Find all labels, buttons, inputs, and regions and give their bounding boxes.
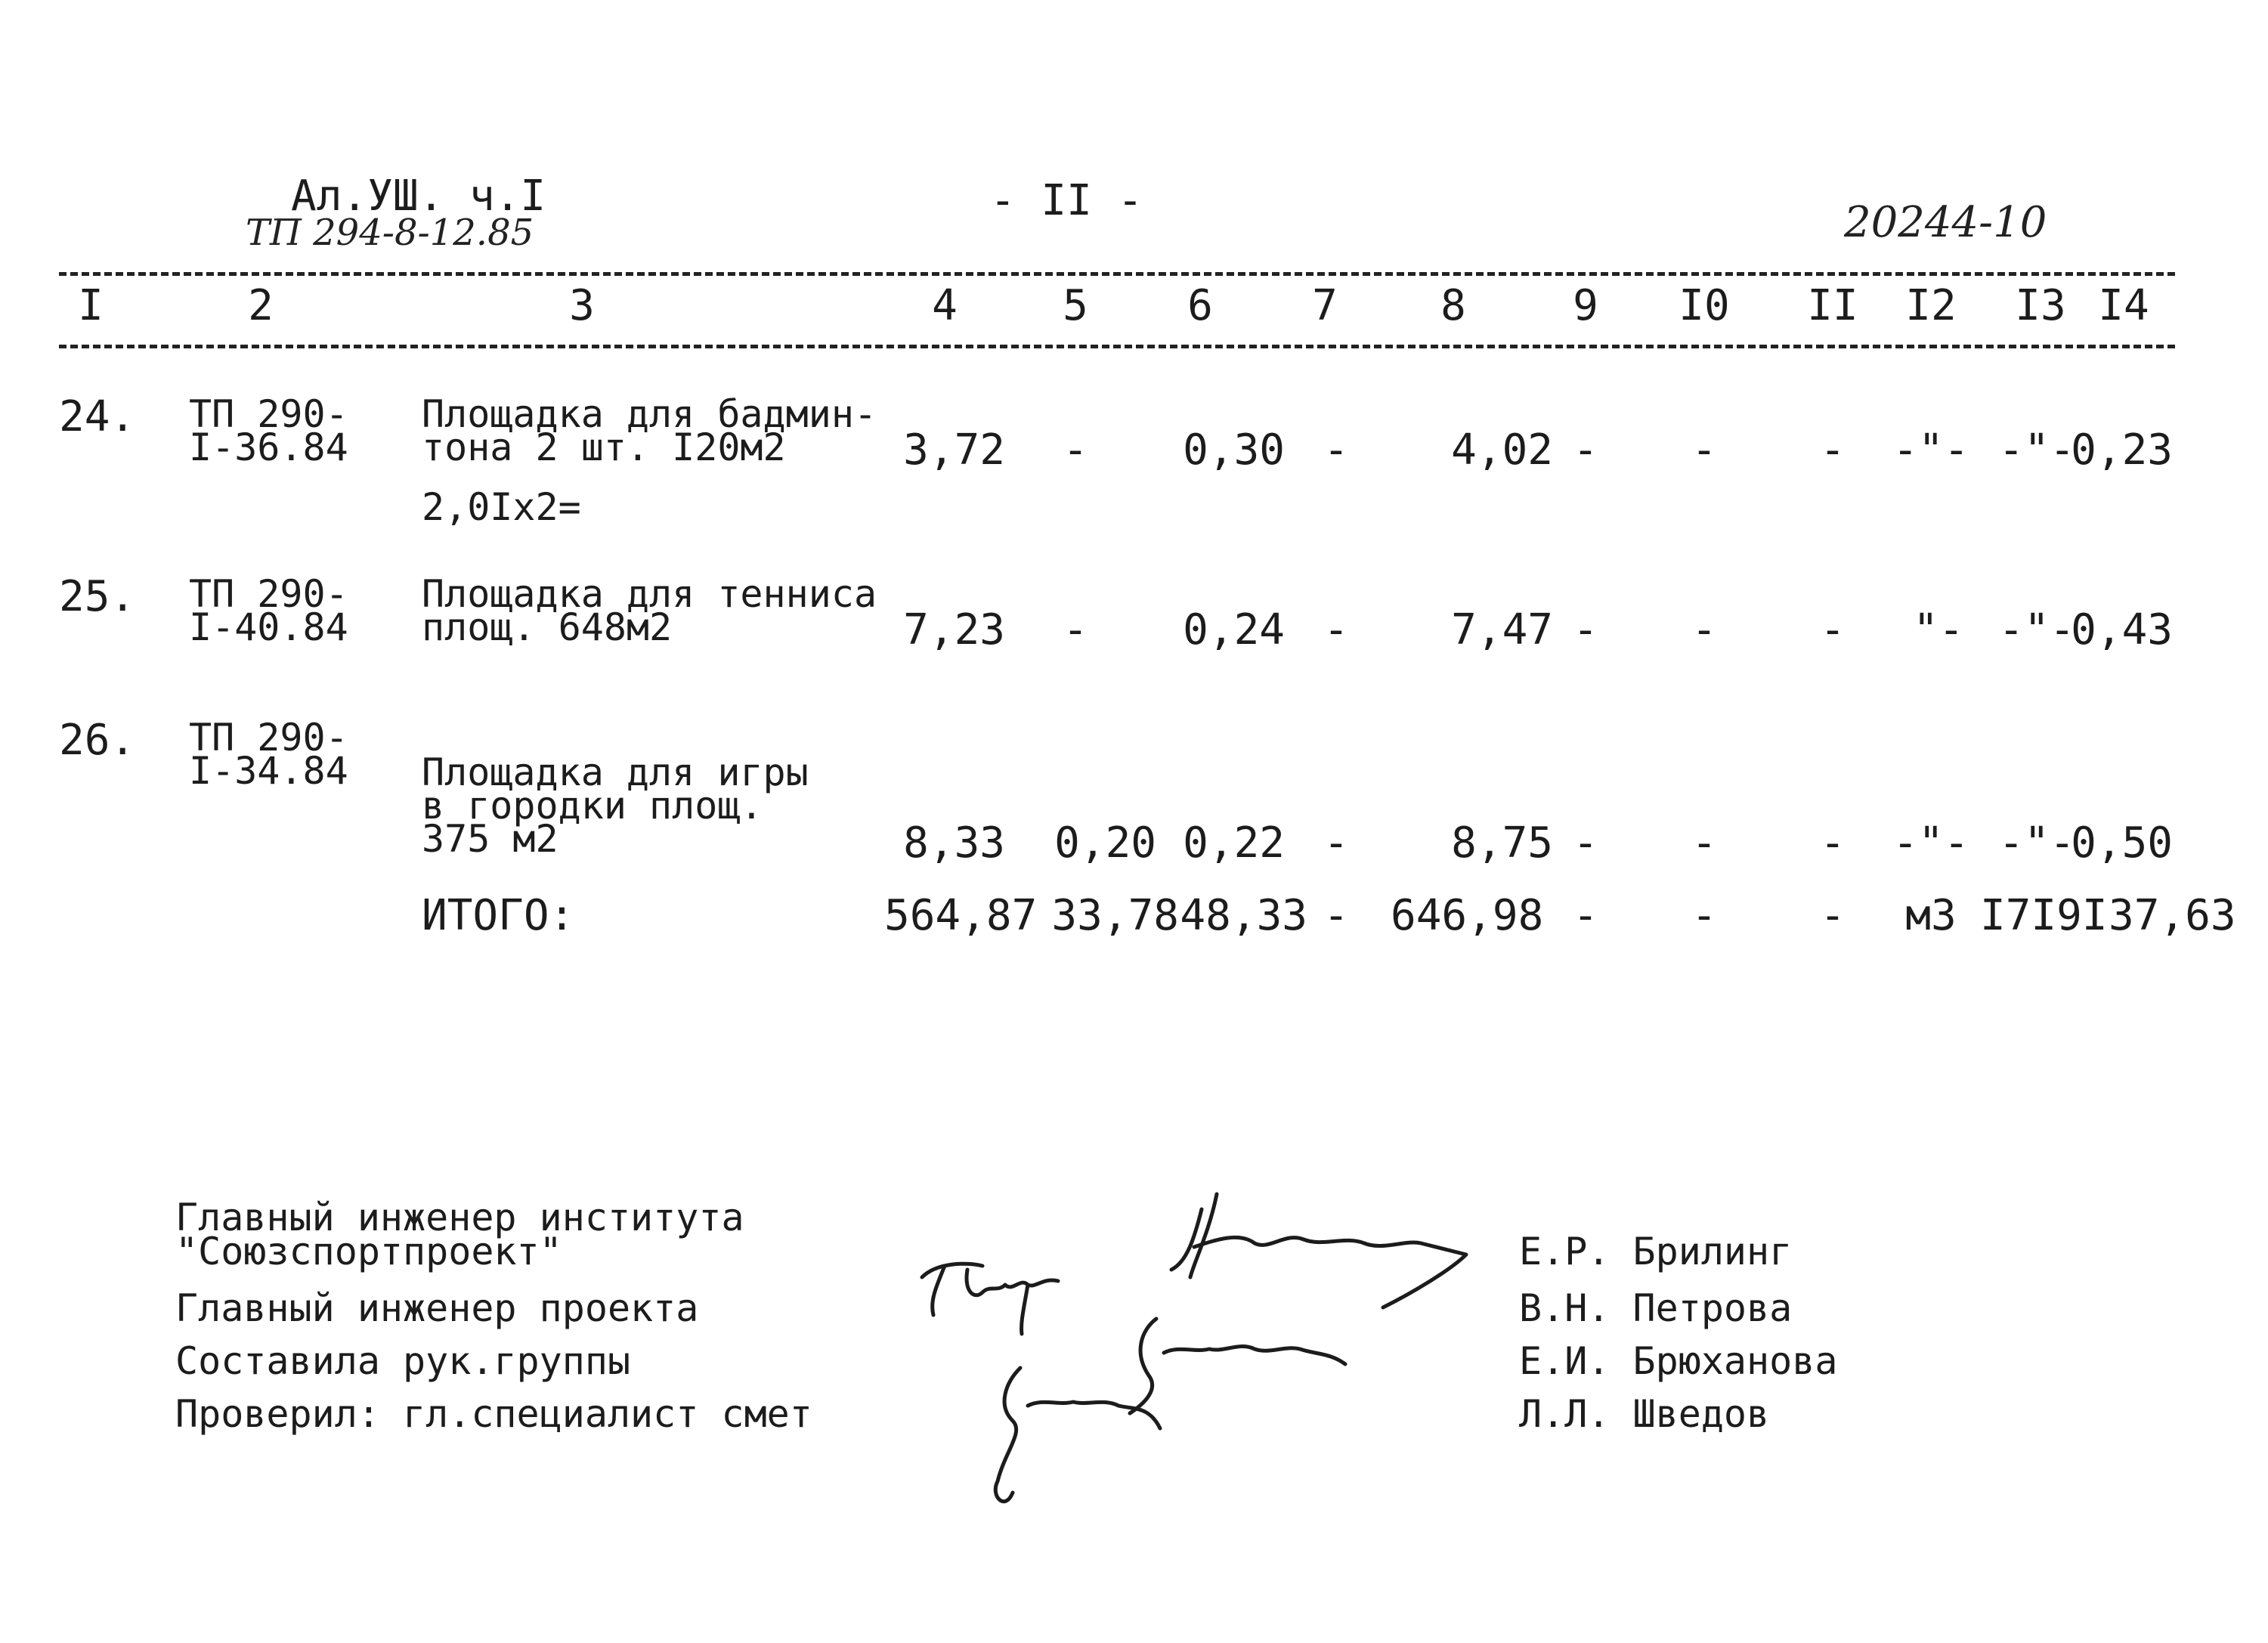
cell-col4: 7,23 (903, 605, 1005, 654)
cell-col6: 0,30 (1183, 425, 1285, 475)
total-label: ИТОГО: (422, 891, 575, 940)
role-label: Главный инженер проекта (175, 1286, 699, 1330)
project-code: ТП 294-8-12.85 (246, 212, 534, 254)
col-header: 9 (1573, 281, 1598, 330)
cell-col13: -"- (1998, 605, 2075, 654)
total-col9: - (1573, 891, 1598, 940)
total-col8: 646,98 (1391, 891, 1544, 940)
header-bottom-rule (59, 345, 2175, 348)
total-col13: I7I9I (1980, 891, 2108, 940)
col-header: 2 (248, 281, 274, 330)
cell-col11: - (1820, 818, 1846, 868)
total-col12: м3 (1905, 891, 1957, 940)
signatory-name: В.Н. Петрова (1519, 1286, 1793, 1330)
cell-col12: -"- (1892, 818, 1969, 868)
project-ref: ТП 290- (189, 392, 348, 436)
cell-col9: - (1573, 605, 1598, 654)
handwritten-signatures (892, 1179, 1496, 1519)
col-header: 8 (1440, 281, 1466, 330)
header-top-rule (59, 272, 2175, 276)
cell-col5: - (1063, 425, 1088, 475)
total-col5: 33,78 (1051, 891, 1179, 940)
col-header: I3 (2015, 281, 2066, 330)
cell-col7: - (1323, 425, 1349, 475)
col-header: I (78, 281, 104, 330)
col-header: I2 (1905, 281, 1957, 330)
cell-col5: - (1063, 605, 1088, 654)
cell-col13: -"- (1998, 425, 2075, 475)
cell-col8: 4,02 (1451, 425, 1553, 475)
role-label: "Союзспортпроект" (175, 1230, 562, 1273)
cell-col10: - (1691, 818, 1717, 868)
role-label: Проверил: гл.специалист смет (175, 1392, 812, 1436)
cell-col5: 0,20 (1054, 818, 1156, 868)
item-description: площ. 648м2 (422, 605, 673, 649)
total-col7: - (1323, 891, 1349, 940)
col-header: II (1807, 281, 1858, 330)
total-col11: - (1820, 891, 1846, 940)
row-number: 26. (59, 716, 136, 765)
project-ref: ТП 290- (189, 572, 348, 616)
col-header: 4 (932, 281, 958, 330)
total-col14: 37,63 (2109, 891, 2236, 940)
item-description: 2,0Iх2= (422, 485, 581, 529)
role-label: Составила рук.группы (175, 1339, 631, 1383)
col-header: 7 (1312, 281, 1338, 330)
signatory-name: Л.Л. Шведов (1519, 1392, 1770, 1436)
cell-col10: - (1691, 605, 1717, 654)
project-ref: I-34.84 (189, 749, 348, 793)
cell-col6: 0,24 (1183, 605, 1285, 654)
item-description: Площадка для игры (422, 750, 809, 794)
cell-col14: 0,43 (2071, 605, 2173, 654)
total-col4: 564,87 (884, 891, 1038, 940)
item-description: в городки площ. (422, 784, 763, 828)
cell-col4: 8,33 (903, 818, 1005, 868)
item-description: Площадка для бадмин- (422, 392, 877, 436)
cell-col11: - (1820, 425, 1846, 475)
signatory-name: Е.И. Брюханова (1519, 1339, 1838, 1383)
cell-col14: 0,23 (2071, 425, 2173, 475)
project-ref: ТП 290- (189, 716, 348, 760)
cell-col9: - (1573, 818, 1598, 868)
cell-col11: - (1820, 605, 1846, 654)
item-description: тона 2 шт. I20м2 (422, 425, 786, 469)
project-ref: I-40.84 (189, 605, 348, 649)
item-description: Площадка для тенниса (422, 572, 877, 616)
cell-col12: -"- (1892, 425, 1969, 475)
row-number: 25. (59, 572, 136, 621)
project-ref: I-36.84 (189, 425, 348, 469)
cell-col7: - (1323, 605, 1349, 654)
item-description: 375 м2 (422, 817, 558, 861)
page-number: - II - (990, 176, 1143, 225)
cell-col7: - (1323, 818, 1349, 868)
cell-col14: 0,50 (2071, 818, 2173, 868)
col-header: 5 (1063, 281, 1088, 330)
cell-col12: "- (1913, 605, 1964, 654)
cell-col8: 7,47 (1451, 605, 1553, 654)
cell-col10: - (1691, 425, 1717, 475)
cell-col4: 3,72 (903, 425, 1005, 475)
total-col10: - (1691, 891, 1717, 940)
role-label: Главный инженер института (175, 1196, 744, 1239)
col-header: I0 (1679, 281, 1730, 330)
cell-col13: -"- (1998, 818, 2075, 868)
row-number: 24. (59, 392, 136, 441)
col-header: I4 (2098, 281, 2149, 330)
signatory-name: Е.Р. Брилинг (1519, 1230, 1793, 1273)
col-header: 3 (569, 281, 595, 330)
cell-col6: 0,22 (1183, 818, 1285, 868)
document-number: 20244-10 (1844, 198, 2047, 247)
cell-col9: - (1573, 425, 1598, 475)
cell-col8: 8,75 (1451, 818, 1553, 868)
col-header: 6 (1187, 281, 1213, 330)
album-label: Ал.УШ. ч.I (291, 172, 546, 221)
total-col6: 48,33 (1180, 891, 1307, 940)
